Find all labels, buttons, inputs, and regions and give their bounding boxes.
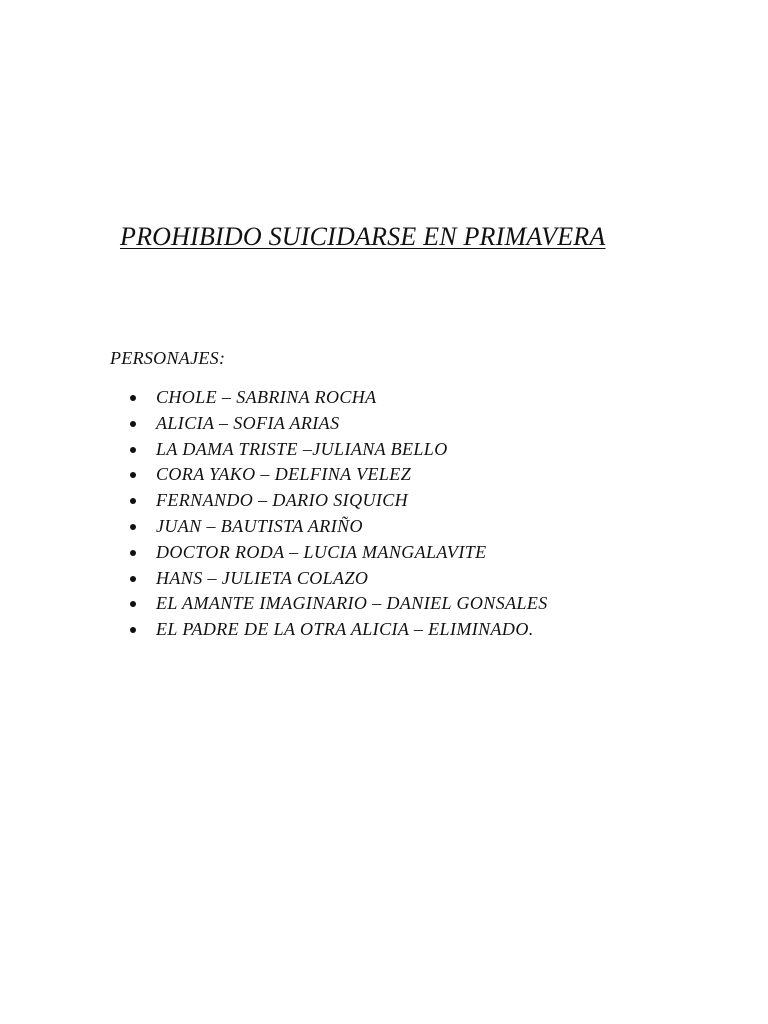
bullet-icon bbox=[130, 472, 136, 478]
cast-entry-text: HANS – JULIETA COLAZO bbox=[156, 567, 369, 588]
bullet-icon bbox=[130, 627, 136, 633]
cast-entry-text: CORA YAKO – DELFINA VELEZ bbox=[156, 464, 412, 485]
cast-entry-text: EL AMANTE IMAGINARIO – DANIEL GONSALES bbox=[156, 593, 548, 614]
section-label-personajes: PERSONAJES: bbox=[110, 348, 226, 368]
cast-entry-text: ALICIA – SOFIA ARIAS bbox=[156, 412, 340, 433]
bullet-icon bbox=[130, 498, 136, 504]
cast-entry-text: LA DAMA TRISTE –JULIANA BELLO bbox=[156, 438, 448, 459]
cast-entry-text: JUAN – BAUTISTA ARIÑO bbox=[156, 515, 363, 536]
cast-entry-text: CHOLE – SABRINA ROCHA bbox=[156, 387, 377, 407]
bullet-icon bbox=[130, 576, 136, 582]
bullet-icon bbox=[130, 601, 136, 607]
page-title: PROHIBIDO SUICIDARSE EN PRIMAVERA bbox=[120, 222, 606, 251]
cast-entry-text: FERNANDO – DARIO SIQUICH bbox=[156, 490, 409, 511]
bullet-icon bbox=[130, 421, 136, 427]
bullet-icon bbox=[130, 447, 136, 453]
bullet-icon bbox=[130, 550, 136, 556]
cast-entry-text: EL PADRE DE LA OTRA ALICIA – ELIMINADO. bbox=[156, 619, 534, 640]
bullet-icon bbox=[130, 395, 136, 401]
bullet-icon bbox=[130, 524, 136, 530]
cast-entry-text: DOCTOR RODA – LUCIA MANGALAVITE bbox=[156, 541, 487, 562]
